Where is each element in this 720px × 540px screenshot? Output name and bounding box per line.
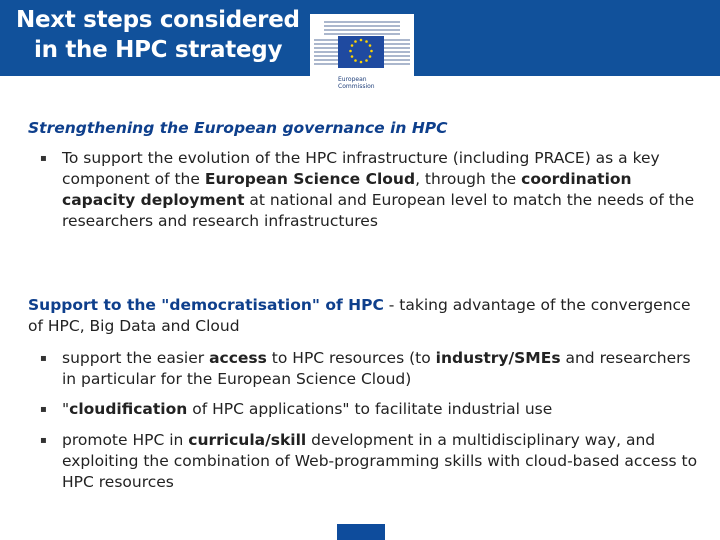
bullet-text: To support the evolution of the HPC infrastructure (including PRACE) as a key component of the bbox=[62, 149, 660, 188]
bullet-square-icon: ▪ bbox=[40, 404, 47, 415]
commission-building-icon bbox=[310, 14, 414, 76]
bullet-square-icon: ▪ bbox=[40, 435, 47, 446]
bullet-text: and researchers in particular for the European Science Cloud) bbox=[62, 349, 691, 388]
bullet-bold-text: curricula/skill bbox=[188, 431, 307, 449]
logo-line-1: European bbox=[338, 76, 367, 83]
bullet-bold-text: coordination capacity deployment bbox=[62, 170, 632, 209]
bullet-text: promote HPC in bbox=[62, 431, 189, 449]
bullet-bold-text: cloudification bbox=[69, 400, 188, 418]
section-1-heading: Strengthening the European governance in HPC bbox=[28, 119, 448, 137]
bullet-bold-text: European Science Cloud bbox=[204, 170, 416, 188]
title-line-2: in the HPC strategy bbox=[34, 37, 283, 63]
bullet-governance bbox=[40, 148, 702, 232]
bullet-square-icon: ▪ bbox=[40, 153, 47, 164]
bullet-text: of HPC applications" to facilitate industrial use bbox=[187, 400, 553, 418]
slide-title bbox=[16, 5, 300, 65]
european-commission-logo bbox=[310, 14, 414, 100]
logo-line-2: Commission bbox=[338, 83, 375, 90]
bullet-text: " bbox=[62, 400, 70, 418]
bullet-text: to HPC resources (to bbox=[266, 349, 436, 367]
section-2-heading-bold: Support to the "democratisation" of HPC bbox=[28, 296, 384, 314]
bullet-text: , through the bbox=[415, 170, 522, 188]
bullet-access bbox=[40, 348, 702, 390]
logo-caption bbox=[338, 76, 375, 90]
bullet-cloudification bbox=[40, 399, 702, 420]
bullet-text: development in a multidisciplinary way, and exploiting the combination of Web-programming skills with cloud-based access to HPC resources bbox=[62, 431, 698, 491]
bullet-bold-text: access bbox=[209, 349, 267, 367]
section-2-heading bbox=[28, 295, 698, 337]
bullet-curricula bbox=[40, 430, 702, 493]
bullet-bold-text: industry/SMEs bbox=[435, 349, 561, 367]
footer-accent-bar bbox=[337, 524, 385, 540]
bullet-text: at national and European level to match the needs of the researchers and research infrastructures bbox=[62, 191, 695, 230]
bullet-square-icon: ▪ bbox=[40, 353, 47, 364]
section-2-heading-rest: - taking advantage of the convergence of HPC, Big Data and Cloud bbox=[28, 296, 691, 335]
title-line-1: Next steps considered bbox=[16, 7, 300, 33]
bullet-text: support the easier bbox=[62, 349, 210, 367]
